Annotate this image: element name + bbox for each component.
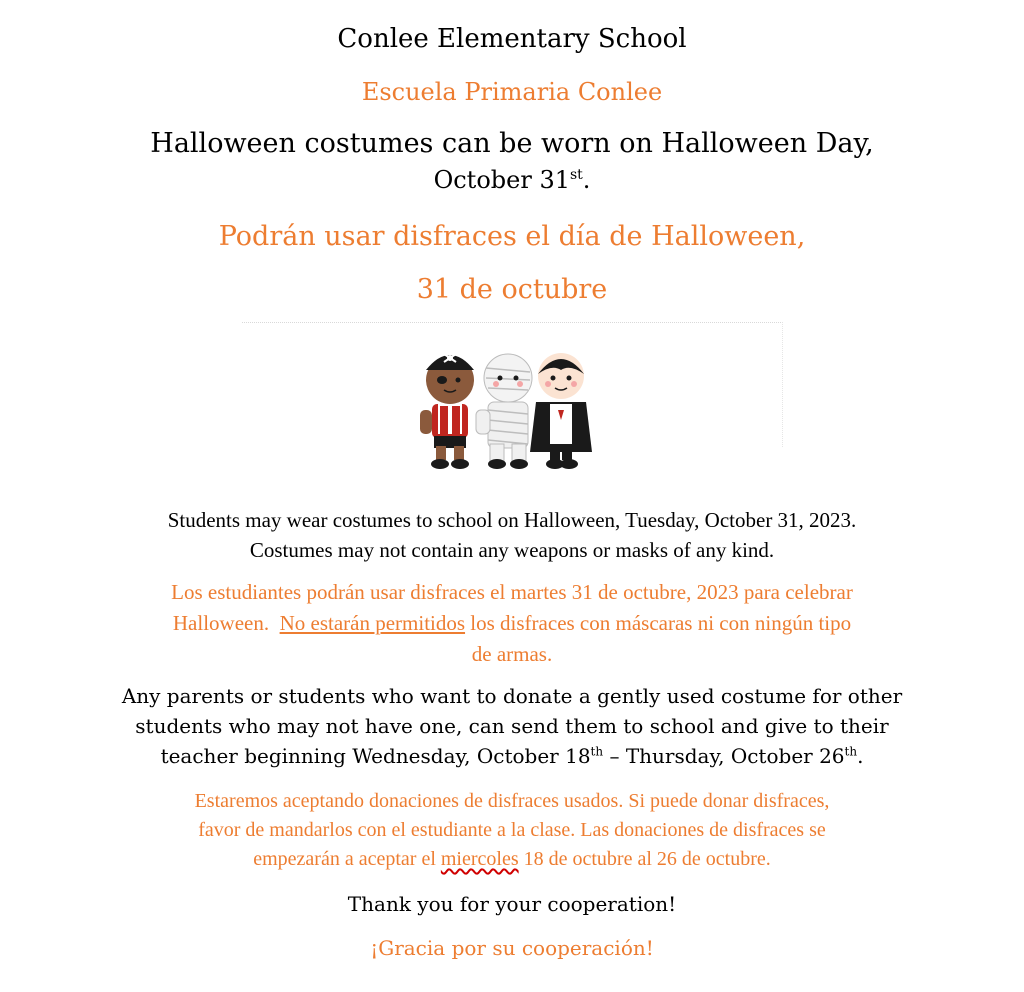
donation-spanish-start: empezarán a aceptar el	[253, 848, 441, 870]
donation-english-line3	[0, 744, 1024, 768]
vampire-kid-icon	[530, 353, 592, 469]
headline-date: October 31	[433, 166, 570, 194]
mummy-kid-icon	[476, 354, 532, 469]
donation-spanish-line1: Estaremos aceptando donaciones de disfraces usados. Si puede donar disfraces,	[194, 790, 830, 812]
rules-spanish-masks: los disfraces con máscaras ni con ningún tipo	[465, 611, 852, 635]
thanks-english: Thank you for your cooperation!	[347, 892, 677, 916]
headline-english-line1: Halloween costumes can be worn on Halloween Day,	[150, 128, 874, 159]
headline-spanish-line1: Podrán usar disfraces el día de Halloween,	[218, 221, 806, 252]
rules-english-line2: Costumes may not contain any weapons or masks of any kind.	[249, 538, 775, 562]
rules-spanish-not-allowed: No estarán permitidos	[279, 611, 466, 635]
rules-spanish-line3: de armas.	[471, 642, 553, 666]
donation-period: .	[857, 744, 864, 768]
donation-start-suffix: th	[590, 744, 604, 759]
headline-date-suffix: st	[569, 167, 583, 183]
rules-english-line1: Students may wear costumes to school on Halloween, Tuesday, October 31, 2023.	[167, 508, 857, 532]
donation-spanish-line3	[0, 848, 1024, 871]
donation-spanish-weekday: miercoles	[440, 848, 519, 870]
headline-spanish-line2: 31 de octubre	[416, 274, 608, 305]
pirate-kid-icon	[420, 354, 474, 469]
headline-period: .	[582, 166, 591, 194]
rules-spanish-line1: Los estudiantes podrán usar disfraces el martes 31 de octubre, 2023 para celebrar	[171, 580, 853, 604]
donation-end-suffix: th	[844, 744, 858, 759]
donation-english-line2: students who may not have one, can send them to school and give to their	[135, 714, 889, 738]
rules-spanish-halloween: Halloween.	[172, 611, 280, 635]
donation-end-date: – Thursday, October 26	[603, 744, 845, 768]
donation-spanish-dates: 18 de octubre al 26 de octubre.	[518, 848, 771, 870]
school-name-spanish: Escuela Primaria Conlee	[361, 78, 663, 106]
headline-english-line2	[0, 166, 1024, 194]
donation-start-date: teacher beginning Wednesday, October 18	[160, 744, 591, 768]
thanks-spanish: ¡Gracia por su cooperación!	[370, 936, 654, 960]
rules-spanish-line2	[0, 611, 1024, 636]
school-name: Conlee Elementary School	[337, 24, 687, 54]
donation-english-line1: Any parents or students who want to donate a gently used costume for other	[121, 684, 903, 708]
donation-spanish-line2: favor de mandarlos con el estudiante a la clase. Las donaciones de disfraces se	[198, 819, 826, 841]
three-kids-costumes-icon	[410, 340, 610, 480]
